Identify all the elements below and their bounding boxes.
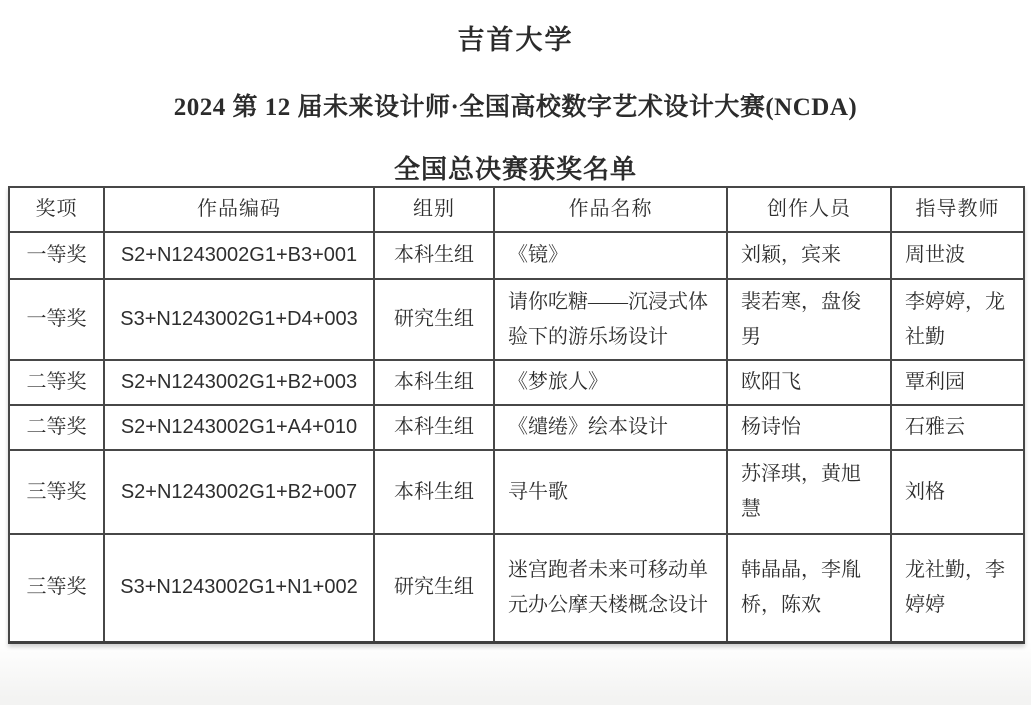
header-award: 奖项 [9,187,104,232]
work-title-cell: 《缱绻》绘本设计 [494,405,727,450]
table-row [9,450,1024,534]
award-cell: 二等奖 [9,405,104,450]
creators-cell: 杨诗怡 [727,405,891,450]
document-header [0,0,1031,186]
group-cell: 本科生组 [374,450,494,534]
header-creators: 创作人员 [727,187,891,232]
table-row [9,534,1024,642]
header-group: 组别 [374,187,494,232]
header-work: 作品名称 [494,187,727,232]
teachers-cell: 李婷婷，龙社勤 [891,279,1024,360]
work-title-cell: 迷宫跑者未来可移动单元办公摩天楼概念设计 [494,534,727,642]
work-title-cell: 《镜》 [494,232,727,279]
work-title-cell: 请你吃糖——沉浸式体验下的游乐场设计 [494,279,727,360]
teachers-cell: 刘格 [891,450,1024,534]
code-cell: S3+N1243002G1+D4+003 [104,279,374,360]
table-row [9,232,1024,279]
creators-cell: 苏泽琪，黄旭慧 [727,450,891,534]
table-row [9,360,1024,405]
teachers-cell: 周世波 [891,232,1024,279]
group-cell: 本科生组 [374,232,494,279]
creators-cell: 欧阳飞 [727,360,891,405]
work-title-cell: 《梦旅人》 [494,360,727,405]
group-cell: 本科生组 [374,360,494,405]
code-cell: S2+N1243002G1+B3+001 [104,232,374,279]
award-cell: 三等奖 [9,450,104,534]
award-cell: 二等奖 [9,360,104,405]
table-row [9,405,1024,450]
award-table [8,186,1025,644]
creators-cell: 裴若寒，盘俊男 [727,279,891,360]
teachers-cell: 石雅云 [891,405,1024,450]
teachers-cell: 覃利园 [891,360,1024,405]
creators-cell: 韩晶晶，李胤桥，陈欢 [727,534,891,642]
award-cell: 三等奖 [9,534,104,642]
header-teachers: 指导教师 [891,187,1024,232]
code-cell: S3+N1243002G1+N1+002 [104,534,374,642]
award-cell: 一等奖 [9,232,104,279]
group-cell: 本科生组 [374,405,494,450]
award-list-title: 全国总决赛获奖名单 [393,155,637,184]
code-cell: S2+N1243002G1+B2+003 [104,360,374,405]
work-title-cell: 寻牛歌 [494,450,727,534]
university-title: 吉首大学 [457,25,574,55]
group-cell: 研究生组 [374,279,494,360]
table-header-row [9,187,1024,232]
teachers-cell: 龙社勤，李婷婷 [891,534,1024,642]
code-cell: S2+N1243002G1+A4+010 [104,405,374,450]
table-row [9,279,1024,360]
header-code: 作品编码 [104,187,374,232]
group-cell: 研究生组 [374,534,494,642]
creators-cell: 刘颖，宾来 [727,232,891,279]
code-cell: S2+N1243002G1+B2+007 [104,450,374,534]
award-cell: 一等奖 [9,279,104,360]
competition-title: 2024 第 12 届未来设计师·全国高校数字艺术设计大赛(NCDA) [173,94,858,121]
